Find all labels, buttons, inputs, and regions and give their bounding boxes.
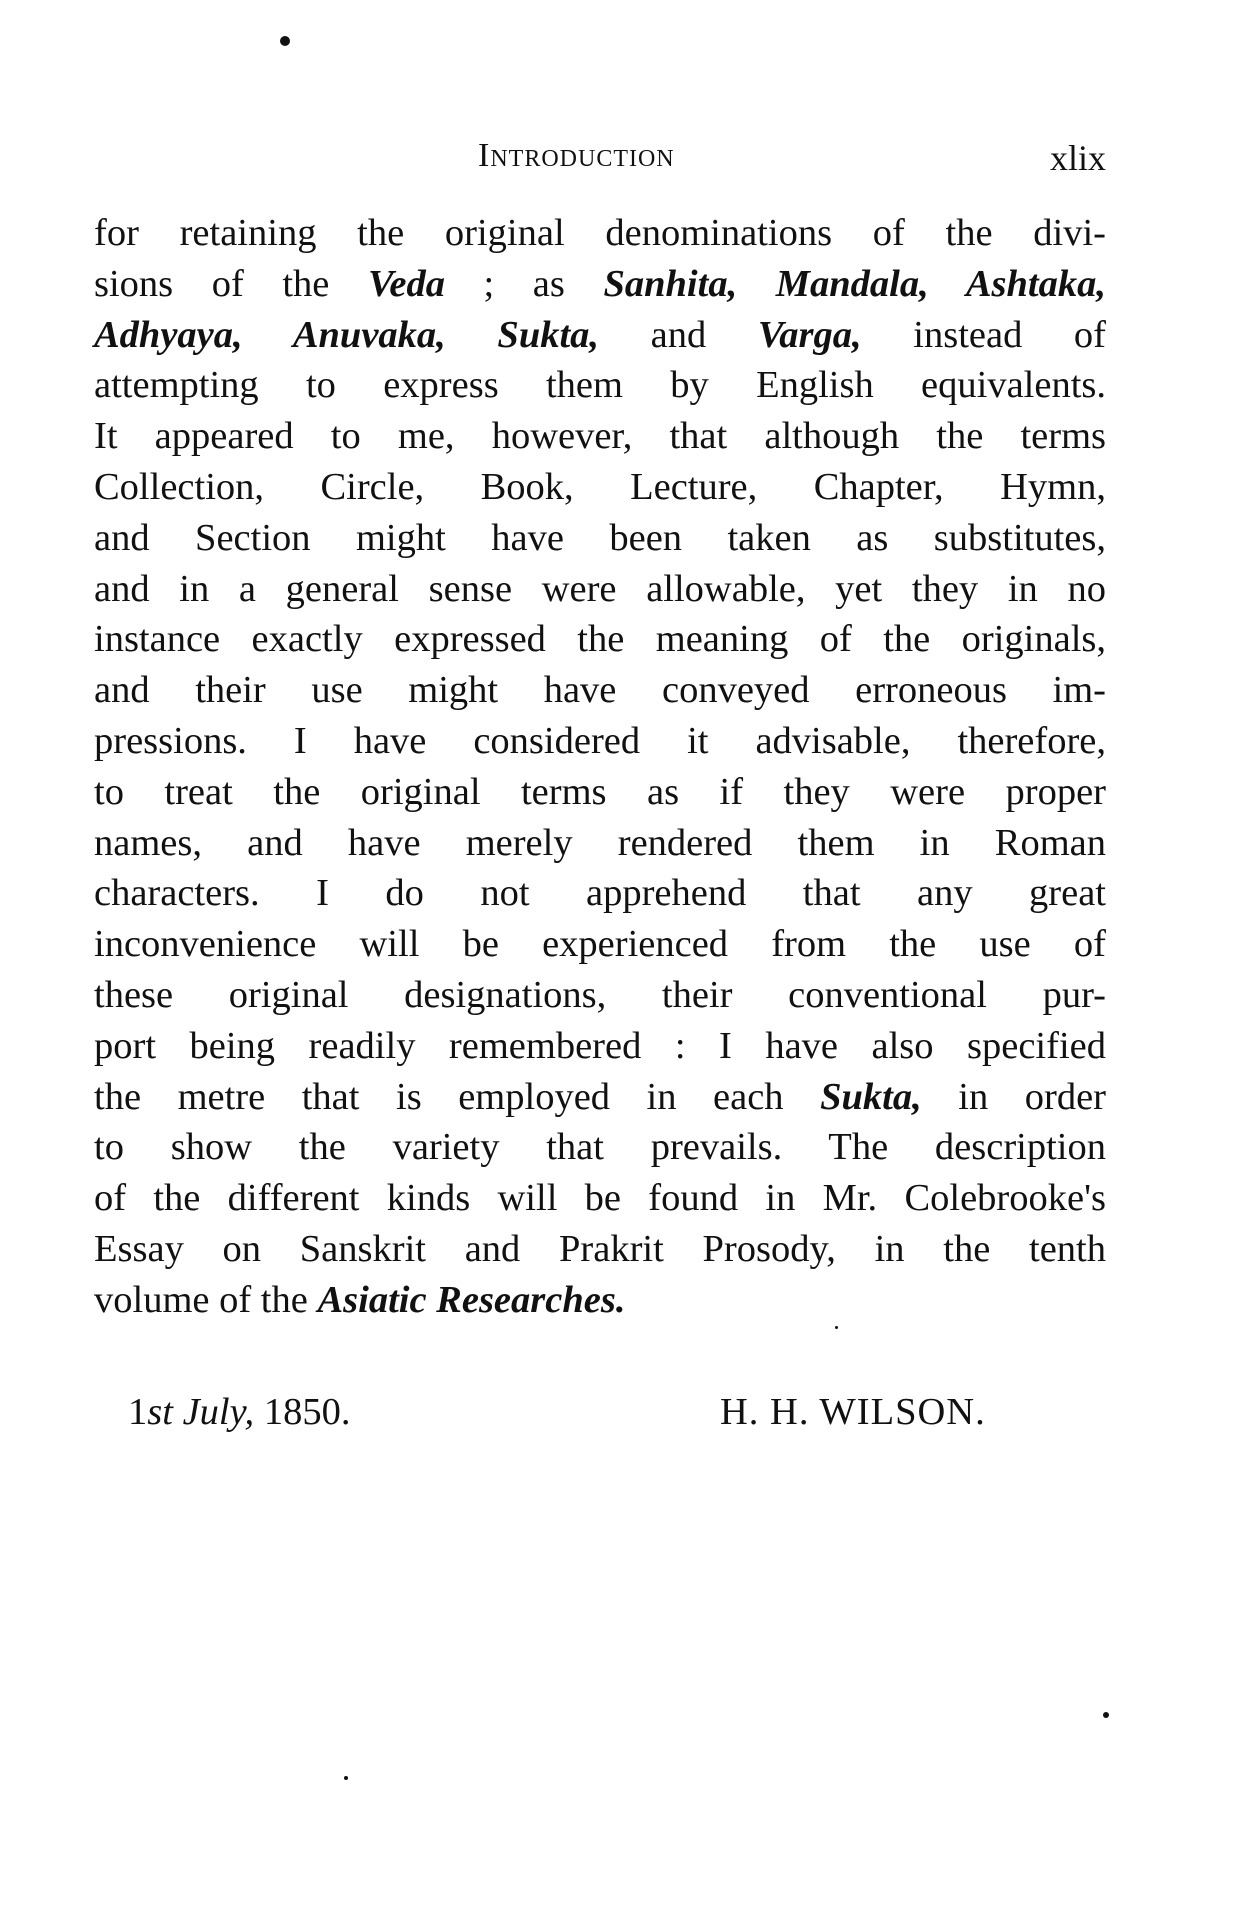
- text-line: [94, 208, 1106, 259]
- text-run: and their use might have conveyed erroneous im-: [94, 669, 1106, 712]
- text-line: [94, 513, 1106, 564]
- text-run: instead of: [861, 313, 1107, 356]
- running-head: [0, 135, 1235, 185]
- text-run: and in a general sense were allowable, yet they in no: [94, 567, 1106, 610]
- text-run: ; as: [444, 262, 604, 305]
- signoff-author: H. H. WILSON.: [720, 1391, 986, 1433]
- text-line: [94, 1122, 1106, 1173]
- text-line: [94, 462, 1106, 513]
- text-run: to show the variety that prevails. The description: [94, 1126, 1106, 1169]
- italic-term: Varga,: [757, 313, 862, 356]
- text-line: [94, 868, 1106, 919]
- text-run: in order: [921, 1075, 1106, 1118]
- text-run: It appeared to me, however, that although the terms: [94, 415, 1106, 458]
- text-line: [94, 259, 1106, 310]
- ink-speck: [1103, 1712, 1109, 1718]
- italic-term: Veda: [367, 262, 445, 305]
- text-line: [94, 665, 1106, 716]
- text-run: Collection, Circle, Book, Lecture, Chapter, Hymn,: [94, 465, 1106, 508]
- text-run: instance exactly expressed the meaning of the originals,: [94, 618, 1106, 661]
- italic-term: Asiatic Researches.: [317, 1278, 626, 1321]
- ink-speck: [835, 1326, 838, 1329]
- ink-speck: [280, 36, 290, 46]
- signoff-date: [128, 1390, 350, 1434]
- text-run: of the different kinds will be found in Mr. Colebrooke's: [94, 1177, 1106, 1220]
- text-line: [94, 767, 1106, 818]
- running-head-title: Introduction: [478, 137, 675, 174]
- text-run: pressions. I have considered it advisable, therefore,: [94, 719, 1106, 762]
- text-line: [94, 411, 1106, 462]
- text-run: for retaining the original denominations of the divi-: [94, 212, 1106, 254]
- text-run: and Section might have been taken as substitutes,: [94, 516, 1106, 559]
- ink-speck: [344, 1776, 348, 1780]
- text-run: characters. I do not apprehend that any great: [94, 872, 1106, 915]
- text-run: these original designations, their conventional pur-: [94, 973, 1106, 1016]
- text-line: [94, 919, 1106, 970]
- date-year: 1850.: [254, 1391, 351, 1433]
- text-line: [94, 818, 1106, 869]
- text-run: port being readily remembered : I have also specified: [94, 1024, 1106, 1067]
- signoff: [0, 1390, 1235, 1446]
- text-run: inconvenience will be experienced from the use of: [94, 923, 1106, 966]
- text-run: attempting to express them by English equivalents.: [94, 364, 1106, 407]
- text-run: names, and have merely rendered them in Roman: [94, 821, 1106, 864]
- text-line: [94, 1173, 1106, 1224]
- page-number: xlix: [1050, 138, 1107, 178]
- text-run: Essay on Sanskrit and Prakrit Prosody, in the tenth: [94, 1227, 1106, 1270]
- text-run: the metre that is employed in each: [94, 1075, 821, 1118]
- italic-term: Sukta,: [820, 1075, 922, 1118]
- italic-term: Sanhita, Mandala, Ashtaka,: [603, 262, 1106, 305]
- text-line: [94, 716, 1106, 767]
- text-line: [94, 1275, 1106, 1326]
- text-line: [94, 310, 1106, 361]
- date-ordinal: st: [147, 1391, 173, 1433]
- text-run: to treat the original terms as if they were proper: [94, 770, 1106, 813]
- text-line: [94, 970, 1106, 1021]
- date-day: 1: [128, 1391, 148, 1433]
- text-line: [94, 1072, 1106, 1123]
- text-line: [94, 1021, 1106, 1072]
- text-line: [94, 360, 1106, 411]
- text-run: sions of the: [94, 262, 368, 305]
- body-paragraph: [94, 208, 1106, 1326]
- text-line: [94, 614, 1106, 665]
- text-run: volume of the: [94, 1278, 318, 1321]
- italic-term: Adhyaya, Anuvaka, Sukta,: [94, 313, 600, 356]
- date-month: July,: [182, 1391, 255, 1433]
- text-line: [94, 564, 1106, 615]
- text-line: [94, 1224, 1106, 1275]
- text-run: and: [599, 313, 758, 356]
